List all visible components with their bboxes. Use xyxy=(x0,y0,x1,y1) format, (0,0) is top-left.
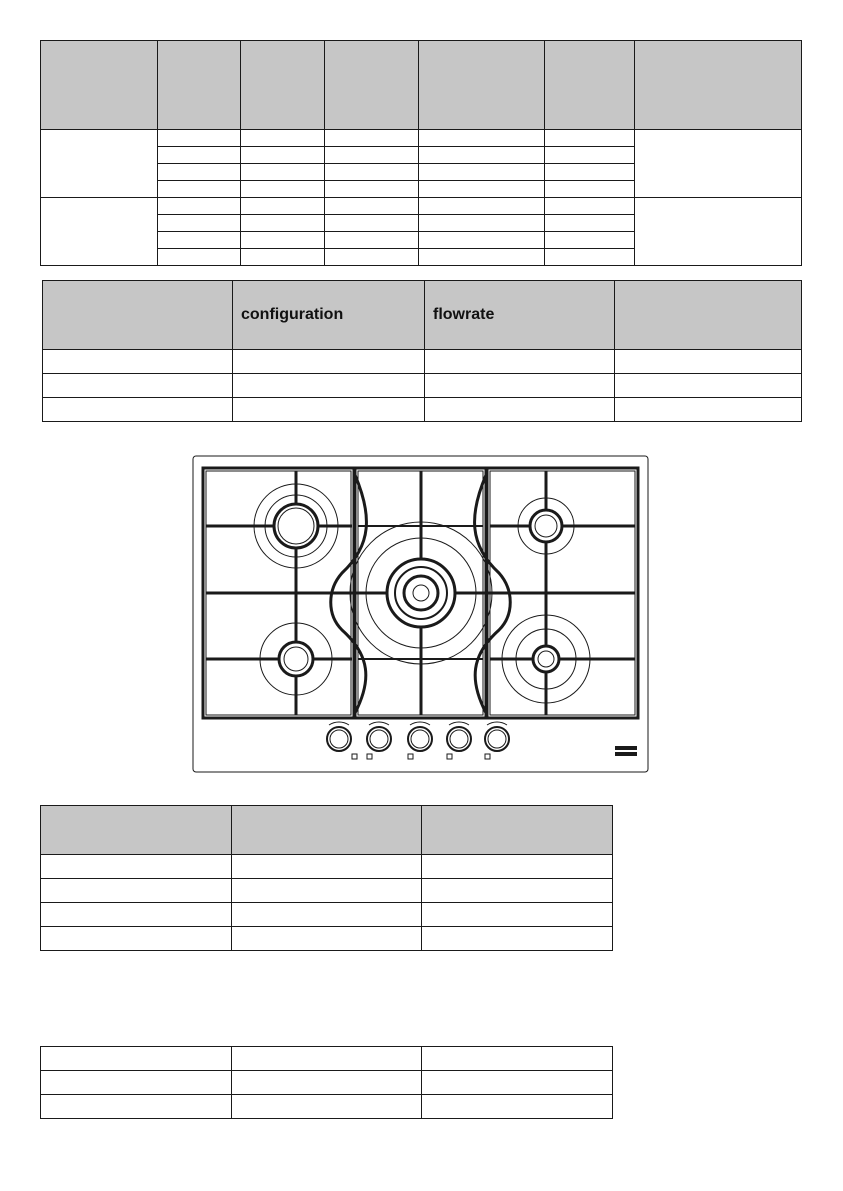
header-cell xyxy=(422,806,613,855)
table-row xyxy=(43,398,802,422)
table-cell xyxy=(419,147,545,164)
table-cell xyxy=(158,130,241,147)
gas-group-label xyxy=(41,130,158,198)
table-row xyxy=(41,903,613,927)
table-cell xyxy=(158,215,241,232)
table-cell xyxy=(41,927,232,951)
table-cell xyxy=(419,249,545,266)
table-cell xyxy=(241,164,325,181)
table-cell xyxy=(615,374,802,398)
table-cell xyxy=(425,398,615,422)
table-cell xyxy=(325,198,419,215)
table-cell xyxy=(422,1047,613,1071)
gas-group-note xyxy=(635,198,802,266)
table-row xyxy=(41,1071,613,1095)
table-cell xyxy=(425,350,615,374)
table-cell xyxy=(43,398,233,422)
table-cell xyxy=(158,232,241,249)
table-cell xyxy=(325,130,419,147)
table-cell xyxy=(325,147,419,164)
table-cell xyxy=(545,249,635,266)
table-cell xyxy=(233,398,425,422)
table-cell xyxy=(419,164,545,181)
table-cell xyxy=(41,879,232,903)
table-cell xyxy=(241,249,325,266)
table-cell xyxy=(419,181,545,198)
table-cell xyxy=(325,249,419,266)
table-cell xyxy=(325,164,419,181)
table-cell xyxy=(232,855,422,879)
header-cell xyxy=(545,41,635,130)
header-cell xyxy=(419,41,545,130)
table-cell xyxy=(232,927,422,951)
table-cell xyxy=(422,879,613,903)
header-cell xyxy=(43,281,233,350)
table-row xyxy=(41,927,613,951)
table-cell xyxy=(545,215,635,232)
table-cell xyxy=(241,181,325,198)
table-cell xyxy=(419,215,545,232)
header-cell xyxy=(232,806,422,855)
control-knob-4[interactable] xyxy=(447,722,471,759)
table-cell xyxy=(232,1071,422,1095)
table-cell xyxy=(41,1071,232,1095)
table-cell xyxy=(615,398,802,422)
table-cell xyxy=(241,198,325,215)
table-cell xyxy=(615,350,802,374)
table-row xyxy=(41,855,613,879)
flowrate-header: flowrate xyxy=(425,281,615,350)
table-cell xyxy=(158,249,241,266)
table-cell xyxy=(241,232,325,249)
table-row xyxy=(43,350,802,374)
gas-type-header-row xyxy=(41,41,802,130)
table-cell xyxy=(158,198,241,215)
table-cell xyxy=(241,215,325,232)
brand-logo xyxy=(615,746,637,756)
table-row xyxy=(41,130,802,147)
table-cell xyxy=(422,855,613,879)
gas-group-label xyxy=(41,198,158,266)
control-knob-2[interactable] xyxy=(367,722,391,759)
table-cell xyxy=(419,232,545,249)
table-cell xyxy=(325,181,419,198)
table-cell xyxy=(43,374,233,398)
table-cell xyxy=(232,1095,422,1119)
hob-diagram xyxy=(192,455,649,773)
table-cell xyxy=(232,903,422,927)
table-cell xyxy=(158,164,241,181)
table-cell xyxy=(422,927,613,951)
table-cell xyxy=(325,215,419,232)
table-cell xyxy=(158,147,241,164)
table-cell xyxy=(41,1047,232,1071)
table-cell xyxy=(41,855,232,879)
table-cell xyxy=(545,198,635,215)
table-cell xyxy=(41,1095,232,1119)
table-cell xyxy=(233,374,425,398)
control-knob-1[interactable] xyxy=(327,722,357,759)
configuration-header-row xyxy=(43,281,802,350)
table-cell xyxy=(545,130,635,147)
header-cell xyxy=(158,41,241,130)
configuration-header: configuration xyxy=(233,281,425,350)
table-cell xyxy=(422,903,613,927)
table-cell xyxy=(232,1047,422,1071)
control-knob-3[interactable] xyxy=(408,722,432,759)
table-cell xyxy=(545,147,635,164)
table-row xyxy=(41,879,613,903)
burner-power-table xyxy=(40,805,613,951)
table-cell xyxy=(425,374,615,398)
header-cell xyxy=(241,41,325,130)
table-cell xyxy=(233,350,425,374)
control-knob-5[interactable] xyxy=(485,722,509,759)
table-cell xyxy=(422,1095,613,1119)
header-cell xyxy=(325,41,419,130)
table-row xyxy=(41,198,802,215)
table-row xyxy=(41,1047,613,1071)
header-cell xyxy=(615,281,802,350)
bottom-table xyxy=(40,1046,613,1119)
table-row xyxy=(43,374,802,398)
configuration-table xyxy=(42,280,802,422)
table-cell xyxy=(158,181,241,198)
table-cell xyxy=(232,879,422,903)
table-cell xyxy=(545,164,635,181)
table-cell xyxy=(241,130,325,147)
header-cell xyxy=(41,806,232,855)
table-cell xyxy=(241,147,325,164)
table-cell xyxy=(43,350,233,374)
header-cell xyxy=(41,41,158,130)
table-cell xyxy=(419,198,545,215)
table-cell xyxy=(41,903,232,927)
burner-power-header-row xyxy=(41,806,613,855)
gas-type-table xyxy=(40,40,802,266)
gas-group-note xyxy=(635,130,802,198)
table-cell xyxy=(422,1071,613,1095)
table-cell xyxy=(325,232,419,249)
table-cell xyxy=(545,232,635,249)
header-cell xyxy=(635,41,802,130)
table-cell xyxy=(419,130,545,147)
table-cell xyxy=(545,181,635,198)
table-row xyxy=(41,1095,613,1119)
